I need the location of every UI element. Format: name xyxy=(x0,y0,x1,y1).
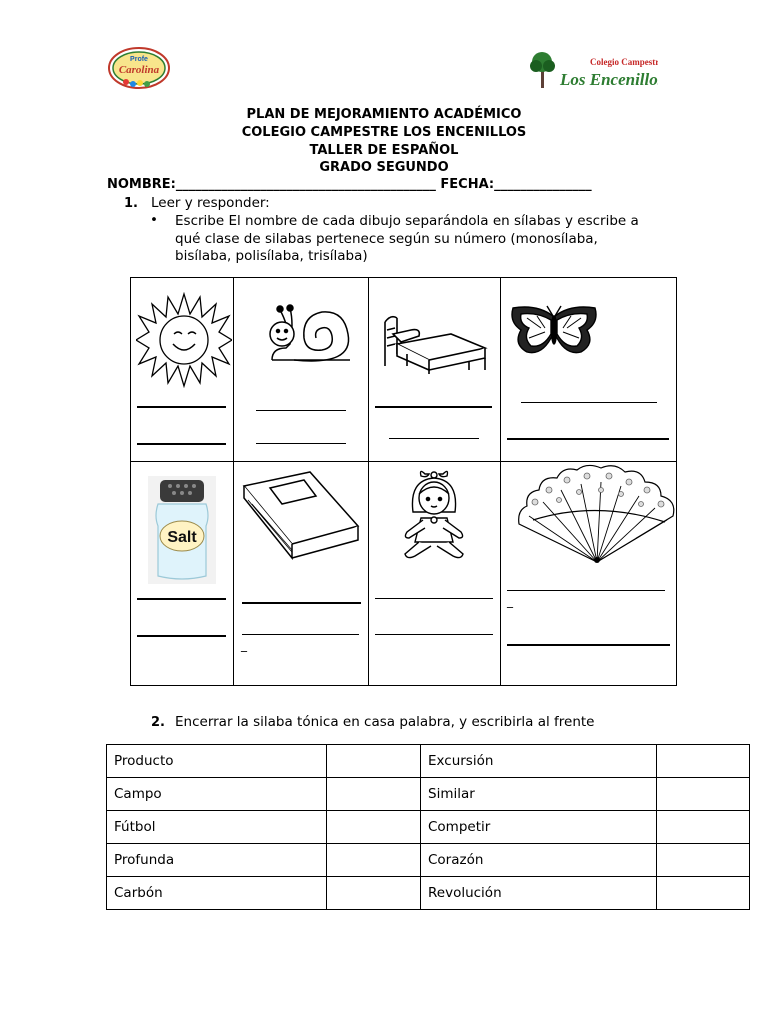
table-row xyxy=(107,877,750,910)
word-cell: Similar xyxy=(421,778,657,811)
table-row xyxy=(107,745,750,778)
table-row xyxy=(107,811,750,844)
answer-line[interactable] xyxy=(375,598,493,599)
picture-cell xyxy=(369,278,501,462)
word-cell: Fútbol xyxy=(107,811,327,844)
table-row xyxy=(107,778,750,811)
answer-cell[interactable] xyxy=(327,745,421,778)
item-1-number: 1. xyxy=(124,196,138,211)
line-overflow-mark: _ xyxy=(241,638,247,652)
name-date-row xyxy=(107,177,592,192)
answer-line[interactable] xyxy=(507,644,670,646)
book-icon xyxy=(240,470,362,566)
word-cell: Revolución xyxy=(421,877,657,910)
answer-line[interactable] xyxy=(375,406,492,408)
svg-text:Colegio Campestre: Colegio Campestre xyxy=(590,57,658,67)
fan-icon xyxy=(515,464,677,564)
item-2-number: 2. xyxy=(151,715,165,730)
answer-line[interactable] xyxy=(137,635,226,637)
answer-cell[interactable] xyxy=(657,745,750,778)
picture-cell xyxy=(501,462,677,686)
answer-line[interactable] xyxy=(507,438,669,440)
answer-line[interactable] xyxy=(256,410,346,411)
word-cell: Profunda xyxy=(107,844,327,877)
word-cell: Carbón xyxy=(107,877,327,910)
answer-line[interactable] xyxy=(375,634,493,635)
answer-line[interactable] xyxy=(242,634,359,635)
doll-icon xyxy=(399,468,469,562)
picture-cell xyxy=(369,462,501,686)
word-cell: Campo xyxy=(107,778,327,811)
tonic-syllable-table xyxy=(106,744,750,910)
answer-cell[interactable] xyxy=(657,877,750,910)
sun-icon xyxy=(136,292,232,388)
name-field[interactable]: ________________________________________ xyxy=(175,177,436,192)
answer-line[interactable] xyxy=(137,406,226,408)
answer-line[interactable] xyxy=(389,438,479,439)
date-field[interactable]: _______________ xyxy=(494,177,592,192)
word-cell: Competir xyxy=(421,811,657,844)
instruction-line-2: qué clase de silabas pertenece según su número (monosílaba, xyxy=(175,231,598,247)
butterfly-icon xyxy=(507,304,601,360)
word-cell: Producto xyxy=(107,745,327,778)
picture-cell xyxy=(131,462,234,686)
title-line-3: TALLER DE ESPAÑOL xyxy=(309,143,459,158)
answer-line[interactable] xyxy=(256,443,346,444)
answer-cell[interactable] xyxy=(327,844,421,877)
snail-icon xyxy=(268,304,358,368)
picture-cell xyxy=(234,462,369,686)
date-label: FECHA: xyxy=(440,177,495,192)
title-line-4: GRADO SEGUNDO xyxy=(319,160,449,175)
bullet-icon: • xyxy=(150,212,158,228)
svg-text:Carolina: Carolina xyxy=(118,64,160,76)
picture-cell xyxy=(131,278,234,462)
answer-line[interactable] xyxy=(521,402,657,403)
answer-cell[interactable] xyxy=(327,778,421,811)
title-line-1: PLAN DE MEJORAMIENTO ACADÉMICO xyxy=(246,107,522,122)
picture-cell xyxy=(234,278,369,462)
answer-line[interactable] xyxy=(507,590,665,591)
title-line-2: COLEGIO CAMPESTRE LOS ENCENILLOS xyxy=(241,125,527,140)
instruction-line-1: Escribe El nombre de cada dibujo separándola en sílabas y escribe a xyxy=(175,213,639,229)
picture-table xyxy=(130,277,677,686)
instruction-line-3: bisílaba, polisílaba, trisílaba) xyxy=(175,248,368,264)
table-row xyxy=(107,844,750,877)
word-cell: Corazón xyxy=(421,844,657,877)
answer-cell[interactable] xyxy=(657,844,750,877)
svg-text:Profe: Profe xyxy=(130,56,148,63)
bed-icon xyxy=(381,308,489,374)
svg-text:Los Encenillos: Los Encenillos xyxy=(560,70,658,89)
word-cell: Excursión xyxy=(421,745,657,778)
item-1-text: Leer y responder: xyxy=(151,195,270,211)
picture-cell xyxy=(501,278,677,462)
answer-line[interactable] xyxy=(137,598,226,600)
answer-line[interactable] xyxy=(242,602,361,604)
salt-shaker-icon xyxy=(148,476,216,584)
answer-line[interactable] xyxy=(137,443,226,445)
salt-label: Salt xyxy=(167,529,197,546)
name-label: NOMBRE: xyxy=(107,177,176,192)
answer-cell[interactable] xyxy=(327,877,421,910)
answer-cell[interactable] xyxy=(657,778,750,811)
profe-carolina-logo xyxy=(106,44,172,92)
line-overflow-mark: _ xyxy=(507,594,513,608)
item-2-text: Encerrar la silaba tónica en casa palabra, y escribirla al frente xyxy=(175,714,595,730)
answer-cell[interactable] xyxy=(327,811,421,844)
los-encenillos-logo xyxy=(528,48,658,92)
answer-cell[interactable] xyxy=(657,811,750,844)
